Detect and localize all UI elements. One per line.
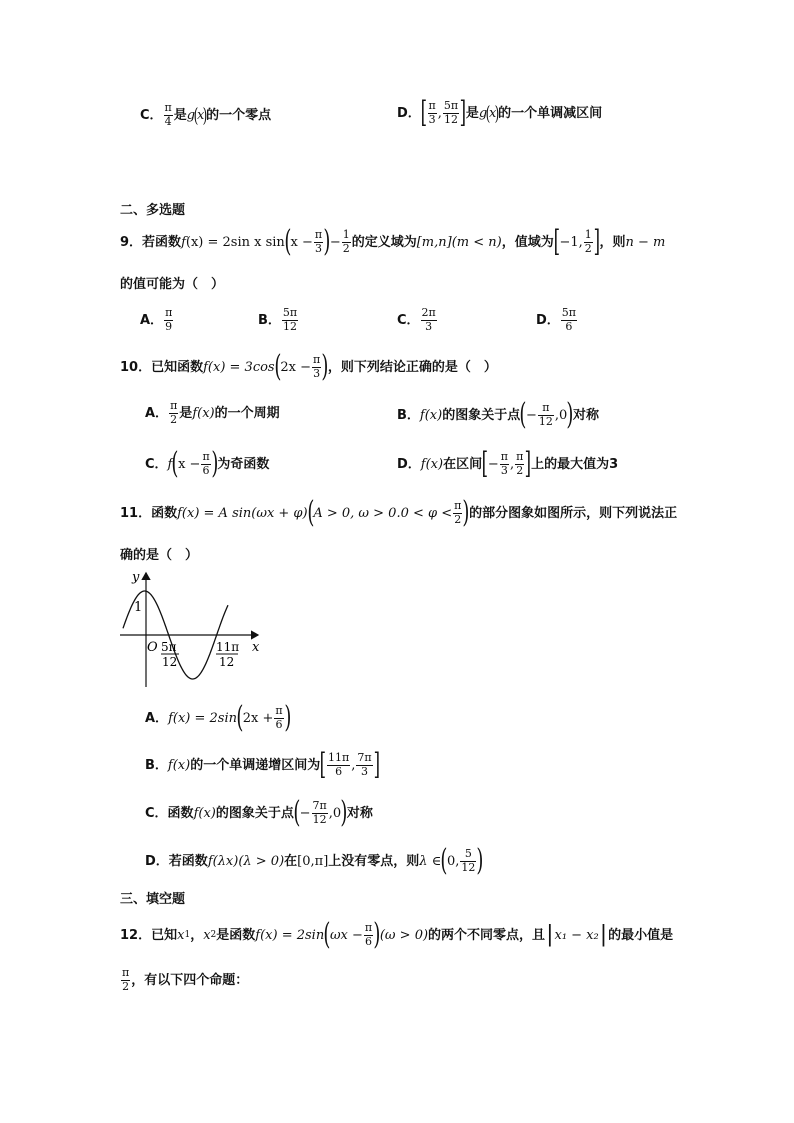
q9-option-a: A． $\frac{\pi}{9}$ (140, 306, 173, 333)
q8-d-label: D． (397, 105, 421, 121)
q11-stem-line1: 11． 函数 f(x) = A sin(ωx + φ) ( A > 0, ω > 0.0 < φ < $\frac{\pi}{2}$ ) 的部分图象如图所示，则下列说法正 (120, 495, 678, 530)
q10-option-b: B． f(x) 的图象关于点 ( − $\frac{\pi}{12}$ ,0 ) 对称 (397, 397, 599, 432)
x-axis-label: x (252, 640, 260, 655)
section-title-fill-blank: 三、填空题 (120, 892, 186, 907)
q9-option-d: D． $\frac{5\pi}{6}$ (536, 306, 577, 333)
q10-option-a: A． $\frac{\pi}{2}$ 是 f(x) 的一个周期 (145, 399, 280, 426)
q9-stem-line1: 9． 若函数 f (x) = 2sin x sin ( x − $\frac{\pi}{3}$ ) − $\frac{1}{2}$ 的定义域为 [m,n](m < n) ，值域为 [ −1, $\frac{1}{2}$ ] ，则 n − m (120, 224, 666, 259)
q9-stem-line2: 的值可能为（ ） (120, 277, 225, 292)
origin-label: O (147, 640, 158, 655)
tick-5pi-12-num: 5π (161, 640, 177, 654)
q10-number: 10． (120, 359, 152, 375)
tick-11pi-12-den: 12 (219, 655, 235, 669)
y-tick-1: 1 (134, 600, 143, 615)
tick-5pi-12-den: 12 (162, 655, 178, 669)
q8-c-label: C． (140, 107, 163, 123)
tick-11pi-12-num: 11π (216, 640, 240, 654)
q11-number: 11． (120, 505, 152, 521)
q9-option-b: B． $\frac{5\pi}{12}$ (258, 306, 298, 333)
q11-option-b: B． f(x) 的一个单调递增区间为 [ $\frac{11\pi}{6}$ , $\frac{7\pi}{3}$ ] (145, 747, 380, 782)
q11-option-d: D． 若函数 f(λx)(λ > 0) 在 [0,π] 上没有零点，则 λ ∈ ( 0, $\frac{5}{12}$ ) (145, 843, 484, 878)
q12-stem-line1: 12． 已知 x 1 ， x 2 是函数 f(x) = 2sin ( ωx − $\frac{\pi}{6}$ ) (ω > 0) 的两个不同零点，且 | x₁ − x₂ | 的最小值是 (120, 917, 674, 952)
q12-stem-line2: $\frac{\pi}{2}$ ，有以下四个命题： (122, 966, 249, 993)
q11-option-c: C． 函数 f(x) 的图象关于点 ( − $\frac{7\pi}{12}$ ,0 ) 对称 (145, 795, 373, 830)
q8-c-fraction: $\frac{\pi}{4}$ (164, 101, 172, 128)
q12-number: 12． (120, 927, 152, 943)
q11-sine-graph (118, 565, 268, 690)
q11-option-a: A． f(x) = 2sin ( 2x + $\frac{\pi}{6}$ ) (145, 700, 291, 735)
q10-option-d: D． f(x) 在区间 [ − $\frac{\pi}{3}$ , $\frac{\pi}{2}$ ] 上的最大值为3 (397, 446, 619, 481)
q10-option-c: C． f ( x − $\frac{\pi}{6}$ ) 为奇函数 (145, 446, 270, 481)
q8-option-d: D． [ $\frac{\pi}{3}$ , $\frac{5\pi}{12}$ ] 是 g ( x ) 的一个单调减区间 (397, 95, 603, 130)
q9-number: 9． (120, 234, 143, 250)
q10-stem: 10． 已知函数 f(x) = 3cos ( 2x − $\frac{\pi}{3}$ ) ，则下列结论正确的是（ ） (120, 349, 497, 384)
q9-option-c: C． $\frac{2\pi}{3}$ (397, 306, 436, 333)
q8-option-c: C． $\frac{\pi}{4}$ 是 g ( x ) 的一个零点 (140, 101, 272, 128)
q11-stem-line2: 确的是（ ） (120, 548, 199, 563)
section-title-multi-choice: 二、多选题 (120, 203, 186, 218)
y-axis-label: y (132, 570, 140, 585)
